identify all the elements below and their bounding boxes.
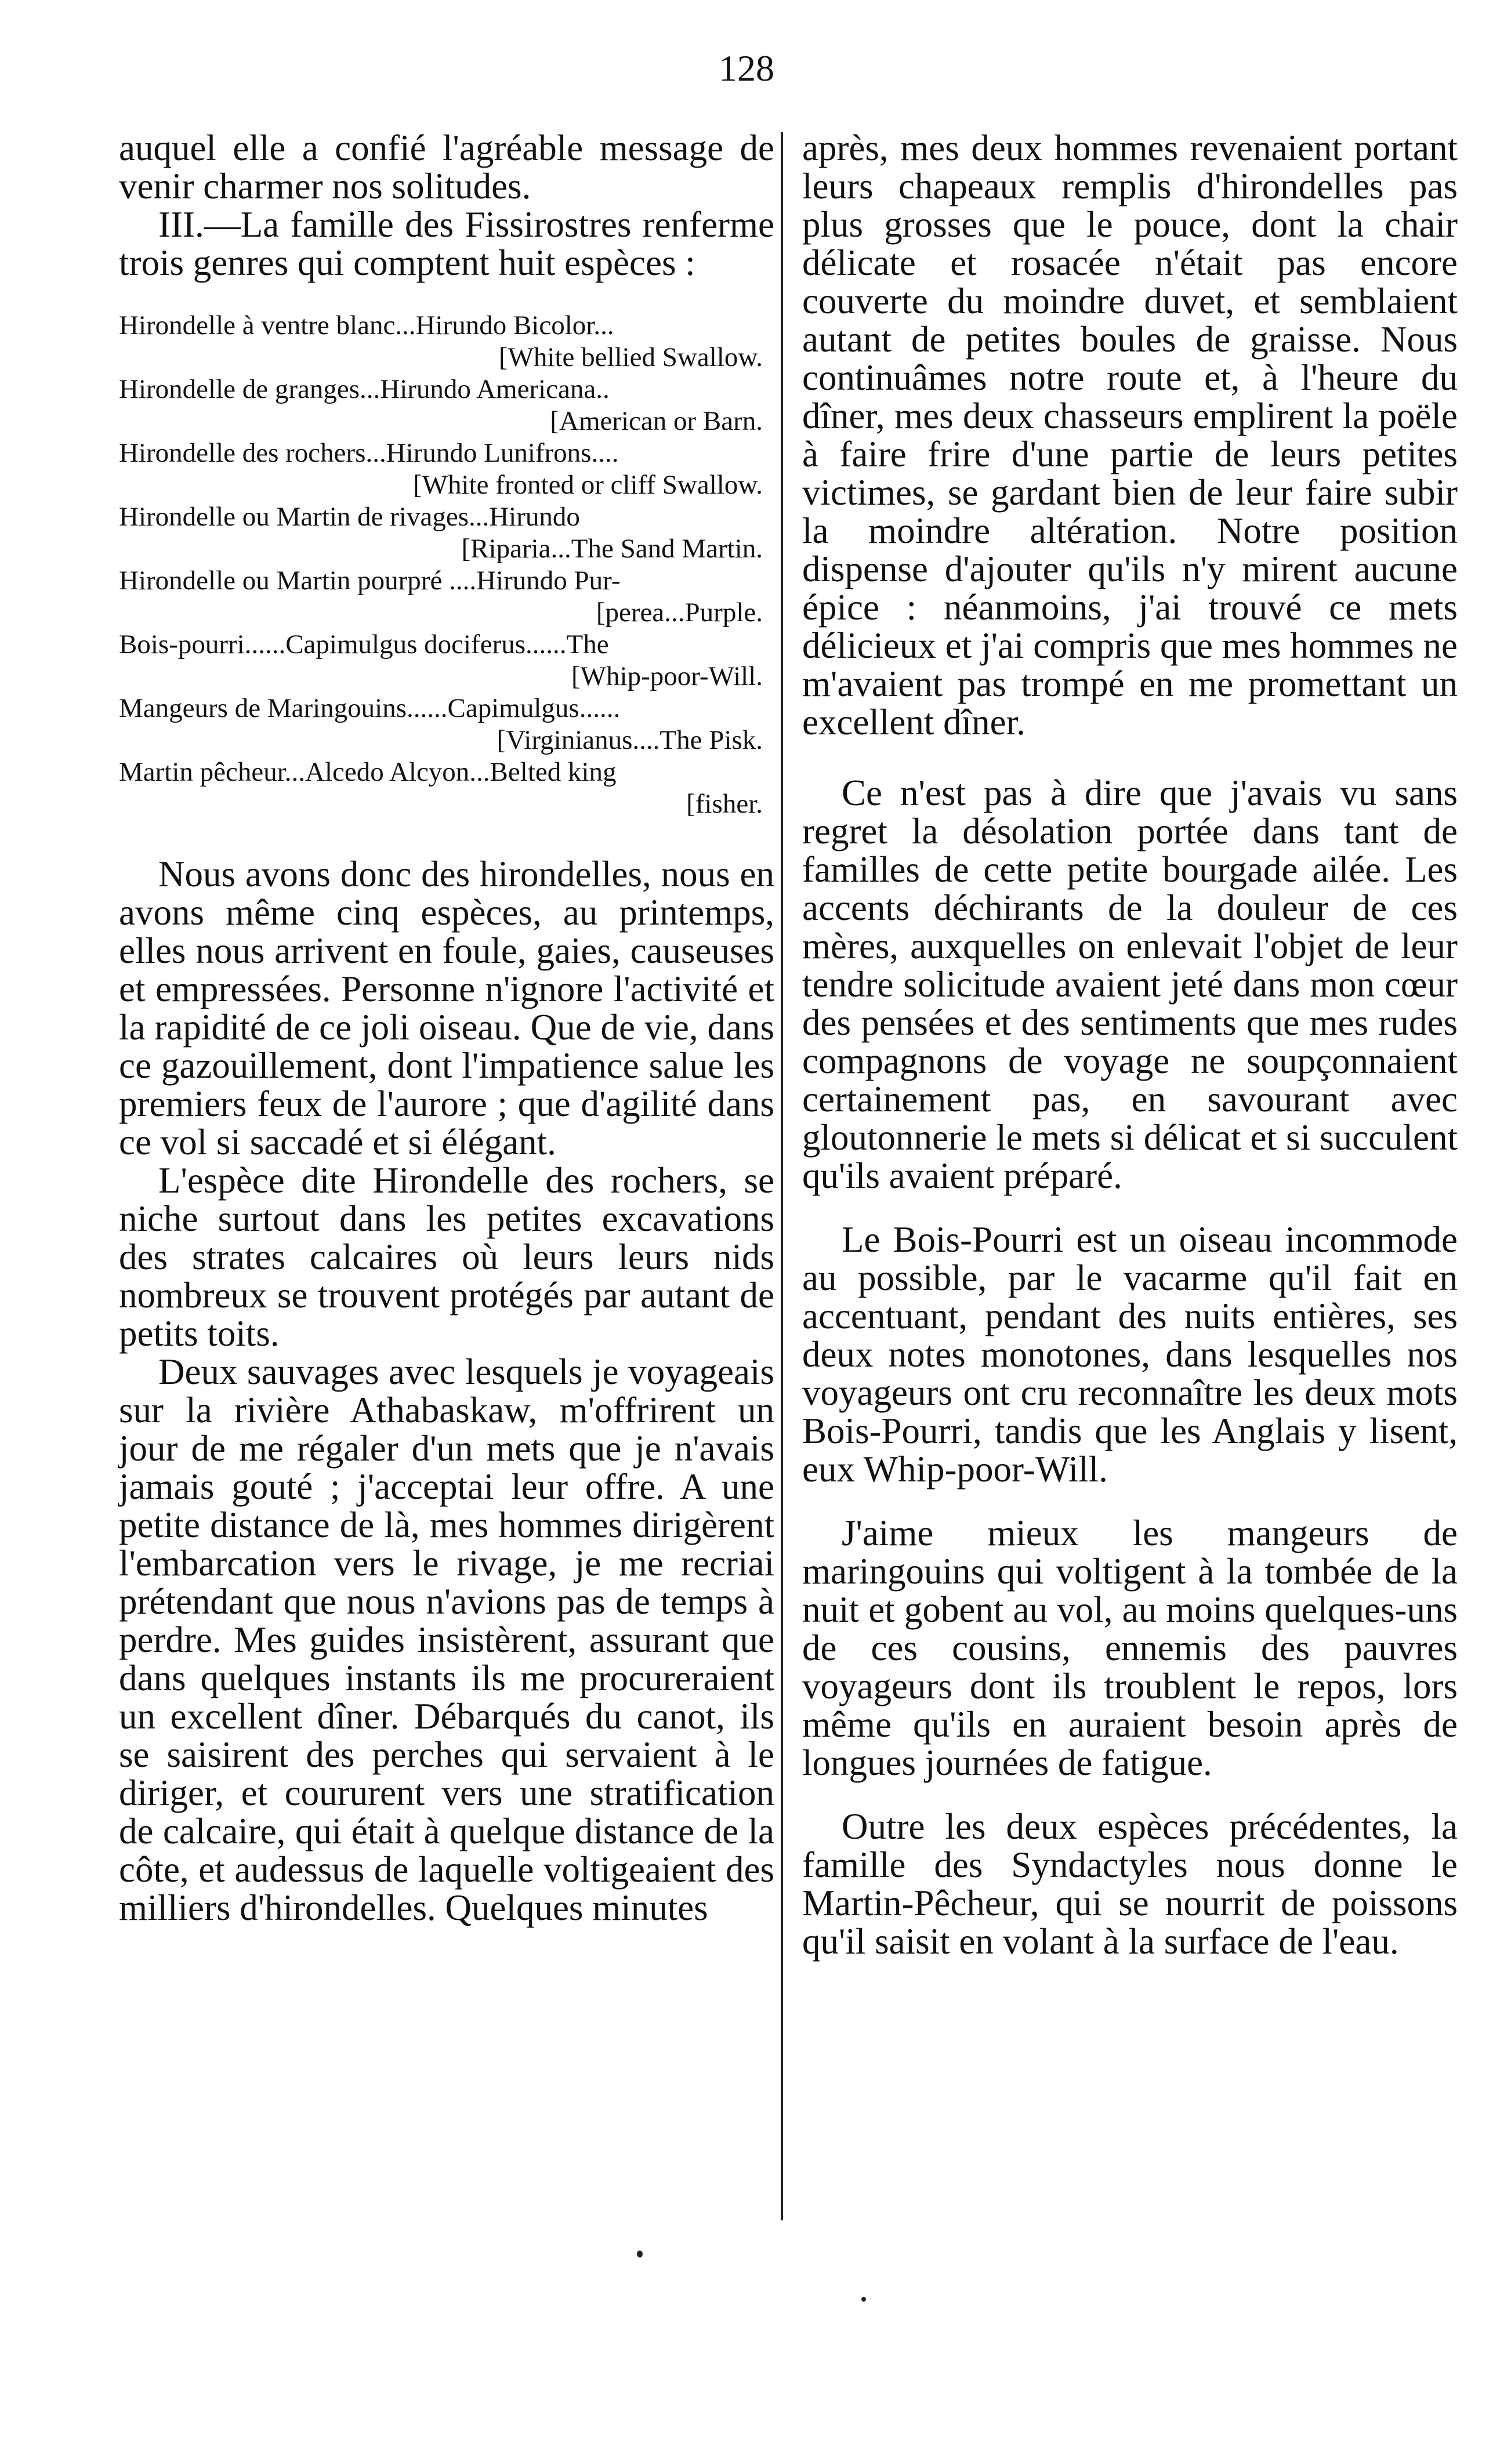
species-entry [119, 693, 774, 756]
species-entry [119, 501, 774, 565]
body-paragraph: Le Bois-Pourri est un oiseau incommode au possible, par le vacarme qu'il fait en accentuant, pendant des nuits entières, ses deux notes monotones, dans lesquelles nos voyageurs ont cru reconnaître les deux mots Bois-Pourri, tandis que les Anglais y lisent, eux Whip-poor-Will. [802, 1219, 1458, 1490]
species-list [119, 310, 774, 820]
body-paragraph: Nous avons donc des hirondelles, nous en avons même cinq espèces, au printemps, elles nous arrivent en foule, gaies, causeuses et empressées. Personne n'ignore l'activité et la rapidité de ce joli oiseau. Que de vie, dans ce gazouillement, dont l'impatience salue les premiers feux de l'aurore ; que d'agilité dans ce vol si saccadé et si élégant. [119, 854, 774, 1162]
species-english-name: [ perea...Purple. [119, 597, 774, 629]
species-english-name: [ Riparia...The Sand Martin. [119, 533, 774, 565]
section-iii-paragraph: III.—La famille des Fissirostres renferme trois genres qui comptent huit espèces : [119, 204, 774, 283]
right-column [802, 129, 1458, 1961]
species-french-name: Bois-pourri......Capimulgus dociferus......The [119, 629, 609, 660]
body-paragraph: Ce n'est pas à dire que j'avais vu sans regret la désolation portée dans tant de familles de cette petite bourgade ailée. Les accents déchirants de la douleur de ces mères, auxquelles on enlevait l'objet de leur tendre solicitude avaient jeté dans mon cœur des pensées et des sentiments que mes rudes compagnons de voyage ne soupçonnaient certainement pas, en savourant avec gloutonnerie le mets si délicat et si succulent qu'ils avaient préparé. [802, 773, 1458, 1196]
spacer [119, 820, 774, 855]
species-english-name: [ Whip-poor-Will. [119, 661, 774, 693]
species-french-name: Hirondelle à ventre blanc...Hirundo Bicolor... [119, 310, 614, 340]
species-english-name: [ Virginianus....The Pisk. [119, 724, 774, 756]
body-paragraph: Deux sauvages avec lesquels je voyageais sur la rivière Athabaskaw, m'offrirent un jour de me régaler d'un mets que je n'avais jamais gouté ; j'acceptai leur offre. A une petite distance de là, mes hommes dirigèrent l'embarcation vers le rivage, je me recriai prétendant que nous n'avions pas de temps à perdre. Mes guides insistèrent, assurant que dans quelques instants ils me procureraient un excellent dîner. Débarqués du canot, ils se saisirent des perches qui servaient à le diriger, et coururent vers une stratification de calcaire, qui était à quelque distance de la côte, et audessus de laquelle voltigeaient des milliers d'hirondelles. Quelques minutes [119, 1351, 774, 1928]
species-entry [119, 629, 774, 693]
species-entry [119, 756, 774, 820]
species-french-name: Mangeurs de Maringouins......Capimulgus...... [119, 693, 621, 723]
spacer [802, 741, 1458, 774]
body-paragraph: après, mes deux hommes revenaient portant leurs chapeaux remplis d'hirondelles pas plus grosses que le pouce, dont la chair délicate et rosacée n'était pas encore couverte du moindre duvet, et semblaient autant de petites boules de graisse. Nous continuâmes notre route et, à l'heure du dîner, mes deux chasseurs emplirent la poële à faire frire d'une partie de leurs petites victimes, se gardant bien de leur faire subir la moindre altération. Notre position dispense d'ajouter qu'ils n'y mirent aucune épice : néanmoins, j'ai trouvé ce mets délicieux et j'ai compris que mes hommes ne m'avaient pas trompé en me promettant un excellent dîner. [802, 128, 1458, 742]
left-column [119, 129, 774, 1927]
species-english-name: [ White fronted or cliff Swallow. [119, 469, 774, 501]
spacer [802, 1195, 1458, 1220]
species-entry [119, 437, 774, 501]
spacer [119, 282, 774, 310]
species-entry [119, 565, 774, 629]
species-entry [119, 310, 774, 374]
species-french-name: Hirondelle ou Martin pourpré ....Hirundo Pur- [119, 566, 621, 596]
intro-paragraph: auquel elle a confié l'agréable message de venir charmer nos solitudes. [119, 128, 774, 206]
species-french-name: Martin pêcheur...Alcedo Alcyon...Belted king [119, 757, 617, 787]
species-english-name: [ American or Barn. [119, 405, 774, 437]
spacer [802, 1782, 1458, 1807]
ink-speck [861, 2297, 866, 2302]
species-french-name: Hirondelle de granges...Hirundo Americana.. [119, 374, 610, 404]
species-entry [119, 374, 774, 437]
column-divider [781, 132, 783, 2220]
page-number: 128 [719, 48, 774, 89]
ink-speck [637, 2251, 643, 2258]
body-paragraph: L'espèce dite Hirondelle des rochers, se niche surtout dans les petites excavations des strates calcaires où leurs leurs nids nombreux se trouvent protégés par autant de petits toits. [119, 1160, 774, 1354]
species-english-name: [ White bellied Swallow. [119, 342, 774, 374]
body-paragraph: Outre les deux espèces précédentes, la famille des Syndactyles nous donne le Martin-Pêcheur, qui se nourrit de poissons qu'il saisit en volant à la surface de l'eau. [802, 1806, 1458, 1962]
species-english-name: [ fisher. [119, 788, 774, 820]
body-paragraph: J'aime mieux les mangeurs de maringouins qui voltigent à la tombée de la nuit et gobent au vol, au moins quelques-uns de ces cousins, ennemis des pauvres voyageurs dont ils troublent le repos, lors même qu'ils en auraient besoin après de longues journées de fatigue. [802, 1513, 1458, 1783]
species-french-name: Hirondelle des rochers...Hirundo Lunifrons.... [119, 438, 619, 468]
species-french-name: Hirondelle ou Martin de rivages...Hirundo [119, 502, 580, 532]
spacer [802, 1488, 1458, 1514]
